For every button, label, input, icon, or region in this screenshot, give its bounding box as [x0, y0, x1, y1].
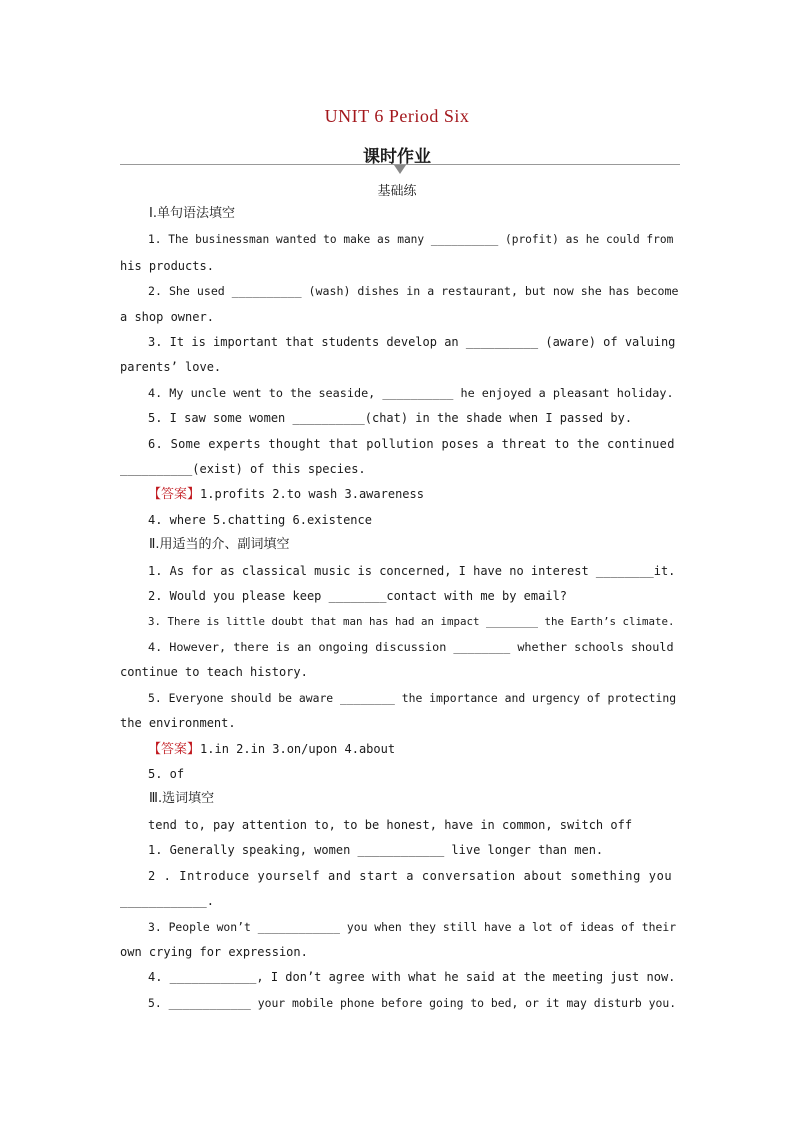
answer-label: 【答案】 [148, 487, 201, 502]
section-label: 基础练 [377, 184, 417, 199]
part3-q2-line2: ____________. [120, 894, 214, 908]
part3-q4: 4. ____________, I don’t agree with what he said at the meeting just now. [148, 970, 676, 984]
part2-answer-row2: 5. of [148, 767, 185, 781]
part2-q5-line2: the environment. [120, 716, 236, 730]
part2-heading: Ⅱ.用适当的介、副词填空 [149, 537, 290, 552]
part2-q4-line2: continue to teach history. [120, 665, 308, 679]
part2-answer-text-a: 1.in 2.in 3.on/upon 4.about [200, 742, 396, 756]
part1-q6-line1: 6. Some experts thought that pollution poses a threat to the continued [148, 437, 675, 451]
page-title: UNIT 6 Period Six [324, 106, 470, 126]
part2-q5-line1: 5. Everyone should be aware ________ the importance and urgency of protecting [148, 691, 677, 705]
part1-q2-line2: a shop owner. [120, 310, 214, 324]
part1-heading: Ⅰ.单句语法填空 [149, 206, 235, 221]
part3-q1: 1. Generally speaking, women ____________ live longer than men. [148, 843, 604, 857]
part1-q3-line2: parents’ love. [120, 360, 222, 374]
part2-answer-row1 [148, 741, 395, 758]
part1-q1-line2: his products. [120, 259, 214, 273]
part1-answer-text-a: 1.profits 2.to wash 3.awareness [200, 487, 424, 501]
part3-q5: 5. ____________ your mobile phone before going to bed, or it may disturb you. [148, 996, 677, 1010]
part1-q5: 5. I saw some women __________(chat) in the shade when I passed by. [148, 411, 633, 425]
page-subtitle: 课时作业 [363, 147, 431, 167]
part2-q3: 3. There is little doubt that man has had an impact ________ the Earth’s climate. [148, 615, 675, 628]
part1-answer-row1 [148, 486, 424, 503]
part3-q3-line2: own crying for expression. [120, 945, 308, 959]
part1-q3-line1: 3. It is important that students develop an __________ (aware) of valuing [148, 335, 676, 349]
part2-q1: 1. As for as classical music is concerned, I have no interest ________it. [148, 564, 676, 578]
part1-q2-line1: 2. She used __________ (wash) dishes in a restaurant, but now she has become [148, 284, 679, 298]
part3-word-bank: tend to, pay attention to, to be honest, have in common, switch off [148, 818, 633, 832]
triangle-marker-icon [394, 165, 406, 174]
part1-q4: 4. My uncle went to the seaside, __________ he enjoyed a pleasant holiday. [148, 386, 674, 400]
part3-q2-line1: 2 . Introduce yourself and start a conversation about something you [148, 869, 673, 883]
answer-label: 【答案】 [148, 742, 201, 757]
part1-q6-line2: __________(exist) of this species. [120, 462, 366, 476]
part2-q4-line1: 4. However, there is an ongoing discussion ________ whether schools should [148, 640, 674, 654]
part3-heading: Ⅲ.选词填空 [149, 791, 215, 806]
part3-q3-line1: 3. People won’t ____________ you when they still have a lot of ideas of their [148, 920, 677, 934]
part1-answer-row2: 4. where 5.chatting 6.existence [148, 513, 372, 527]
part2-q2: 2. Would you please keep ________contact with me by email? [148, 589, 568, 603]
part1-q1-line1: 1. The businessman wanted to make as many __________ (profit) as he could from [148, 233, 674, 246]
